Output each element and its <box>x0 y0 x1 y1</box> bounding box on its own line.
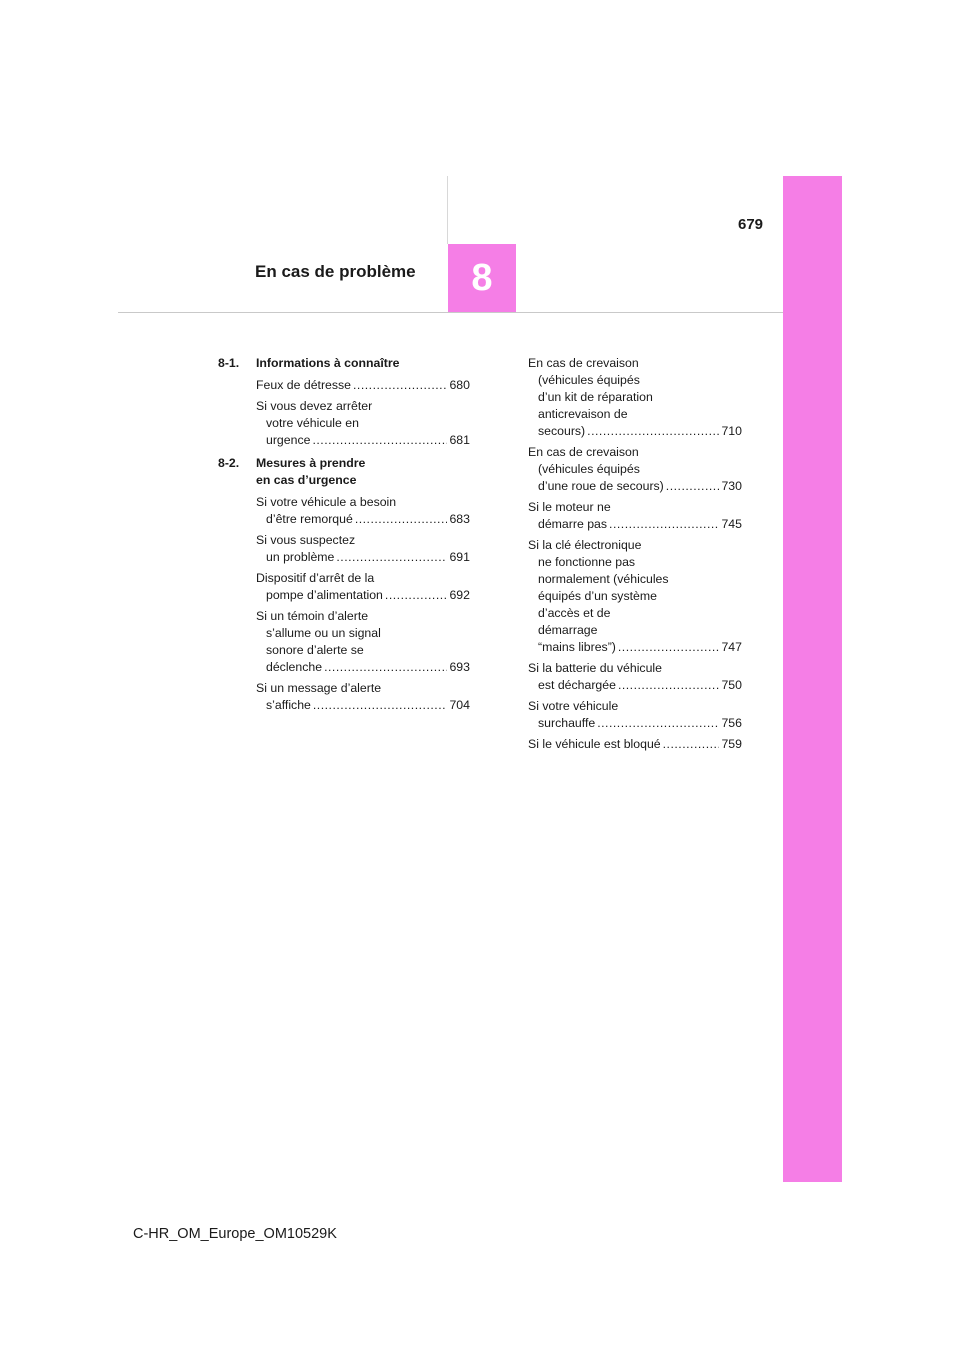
toc-entry-line: Si vous suspectez <box>256 533 356 547</box>
toc-page-number: 683 <box>449 512 470 526</box>
toc-left-column <box>218 355 470 720</box>
toc-entry-line: Dispositif d’arrêt de la <box>256 571 375 585</box>
toc-page-number: 692 <box>449 588 470 602</box>
dot-leader <box>663 736 720 753</box>
toc-entry-line: sonore d’alerte se <box>266 643 364 657</box>
chapter-side-tab <box>783 176 842 1182</box>
toc-section-title <box>256 455 470 489</box>
toc-entry-line: Si le véhicule est bloqué <box>528 737 661 751</box>
toc-section-title <box>256 355 470 372</box>
toc-entry-line: déclenche <box>266 660 323 674</box>
toc-entry[interactable] <box>256 494 470 528</box>
toc-section <box>218 455 470 714</box>
toc-entry-line: d’un kit de réparation <box>538 390 653 404</box>
toc-entry-last-line <box>538 639 742 656</box>
toc-entry-line: (véhicules équipés <box>538 373 640 387</box>
toc-entry[interactable] <box>528 660 742 694</box>
toc-entry-line: équipés d’un système <box>538 589 657 603</box>
toc-section-title-line: Mesures à prendre <box>256 456 366 470</box>
page-number: 679 <box>738 216 764 233</box>
toc-entry-line: est déchargée <box>538 678 616 692</box>
toc-section-number: 8-2. <box>218 456 240 470</box>
toc-entry-last-line <box>256 377 470 394</box>
toc-page-number: 710 <box>721 424 742 438</box>
toc-entry[interactable] <box>256 570 470 604</box>
toc-entry-line: En cas de crevaison <box>528 356 639 370</box>
toc-page-number: 745 <box>721 517 742 531</box>
dot-leader <box>355 511 448 528</box>
dot-leader <box>312 432 447 449</box>
dot-leader <box>618 639 720 656</box>
toc-entry[interactable] <box>528 736 742 753</box>
toc-page-number: 750 <box>721 678 742 692</box>
toc-section-number: 8-1. <box>218 356 240 370</box>
chapter-number-box: 8 <box>448 244 516 313</box>
toc-entry-last-line <box>538 423 742 440</box>
toc-entry-line: ne fonctionne pas <box>538 555 636 569</box>
toc-page-number: 693 <box>449 660 470 674</box>
toc-entry-line: démarrage <box>538 623 598 637</box>
toc-right-column <box>528 355 742 757</box>
toc-page-number: 759 <box>721 737 742 751</box>
dot-leader <box>313 697 448 714</box>
toc-entry-line: s’allume ou un signal <box>266 626 381 640</box>
toc-entry-last-line <box>266 511 470 528</box>
dot-leader <box>597 715 719 732</box>
toc-entry[interactable] <box>256 377 470 394</box>
toc-entry-last-line <box>538 715 742 732</box>
toc-entry-line: Si un témoin d’alerte <box>256 609 369 623</box>
toc-entry-line: d’une roue de secours) <box>538 479 664 493</box>
toc-entry-last-line <box>266 697 470 714</box>
toc-entry-line: démarre pas <box>538 517 608 531</box>
toc-entry-last-line <box>538 516 742 533</box>
toc-section-entries <box>256 377 470 449</box>
dot-leader <box>353 377 447 394</box>
toc-entry-line: “mains libres”) <box>538 640 616 654</box>
toc-entry-last-line <box>266 549 470 566</box>
dot-leader <box>324 659 447 676</box>
toc-entry-line: normalement (véhicules <box>538 572 669 586</box>
footer-document-id: C-HR_OM_Europe_OM10529K <box>133 1226 337 1242</box>
toc-section-title-line: en cas d’urgence <box>256 473 357 487</box>
toc-entry[interactable] <box>528 537 742 656</box>
toc-entry[interactable] <box>528 444 742 495</box>
toc-page-number: 747 <box>721 640 742 654</box>
toc-entry-line: surchauffe <box>538 716 596 730</box>
toc-entry[interactable] <box>528 698 742 732</box>
dot-leader <box>385 587 448 604</box>
toc-entry-last-line <box>266 659 470 676</box>
toc-entry[interactable] <box>256 680 470 714</box>
toc-entry-last-line <box>538 677 742 694</box>
toc-entry-line: Si la clé électronique <box>528 538 642 552</box>
toc-entry-line: Si la batterie du véhicule <box>528 661 662 675</box>
toc-entry[interactable] <box>256 532 470 566</box>
toc-entry-line: Si le moteur ne <box>528 500 611 514</box>
dot-leader <box>587 423 719 440</box>
toc-entry-line: Si vous devez arrêter <box>256 399 373 413</box>
toc-entry-line: (véhicules équipés <box>538 462 640 476</box>
toc-entry-last-line <box>266 587 470 604</box>
toc-entry-line: d’être remorqué <box>266 512 353 526</box>
toc-entry[interactable] <box>528 355 742 440</box>
toc-page-number: 691 <box>449 550 470 564</box>
toc-entry[interactable] <box>256 608 470 676</box>
toc-entry-line: anticrevaison de <box>538 407 628 421</box>
dot-leader <box>609 516 719 533</box>
header-divider-vertical <box>447 176 448 244</box>
toc-page-number: 680 <box>449 378 470 392</box>
header-rule <box>118 312 783 313</box>
toc-page-number: 756 <box>721 716 742 730</box>
dot-leader <box>336 549 447 566</box>
toc-entry-line: En cas de crevaison <box>528 445 639 459</box>
toc-entry-line: pompe d’alimentation <box>266 588 383 602</box>
toc-entry-last-line <box>266 432 470 449</box>
toc-entry-last-line <box>538 478 742 495</box>
toc-entry-line: Si un message d’alerte <box>256 681 382 695</box>
toc-entry-last-line <box>528 736 742 753</box>
chapter-title: En cas de problème <box>255 262 416 281</box>
toc-page-number: 704 <box>449 698 470 712</box>
toc-section-entries <box>256 494 470 714</box>
dot-leader <box>666 478 720 495</box>
toc-entry-line: d’accès et de <box>538 606 611 620</box>
toc-entry-line: Si votre véhicule a besoin <box>256 495 397 509</box>
toc-entry-line: s’affiche <box>266 698 311 712</box>
toc-entry-line: votre véhicule en <box>266 416 359 430</box>
toc-entry-line: secours) <box>538 424 586 438</box>
toc-page-number: 681 <box>449 433 470 447</box>
toc-entry-line: urgence <box>266 433 311 447</box>
dot-leader <box>618 677 720 694</box>
toc-entry-line: un problème <box>266 550 335 564</box>
toc-section-title-line: Informations à connaître <box>256 356 400 370</box>
toc-entry[interactable] <box>256 398 470 449</box>
toc-entry-line: Feux de détresse <box>256 378 352 392</box>
toc-entry-line: Si votre véhicule <box>528 699 619 713</box>
toc-page-number: 730 <box>721 479 742 493</box>
toc-section <box>218 355 470 449</box>
toc-entry[interactable] <box>528 499 742 533</box>
